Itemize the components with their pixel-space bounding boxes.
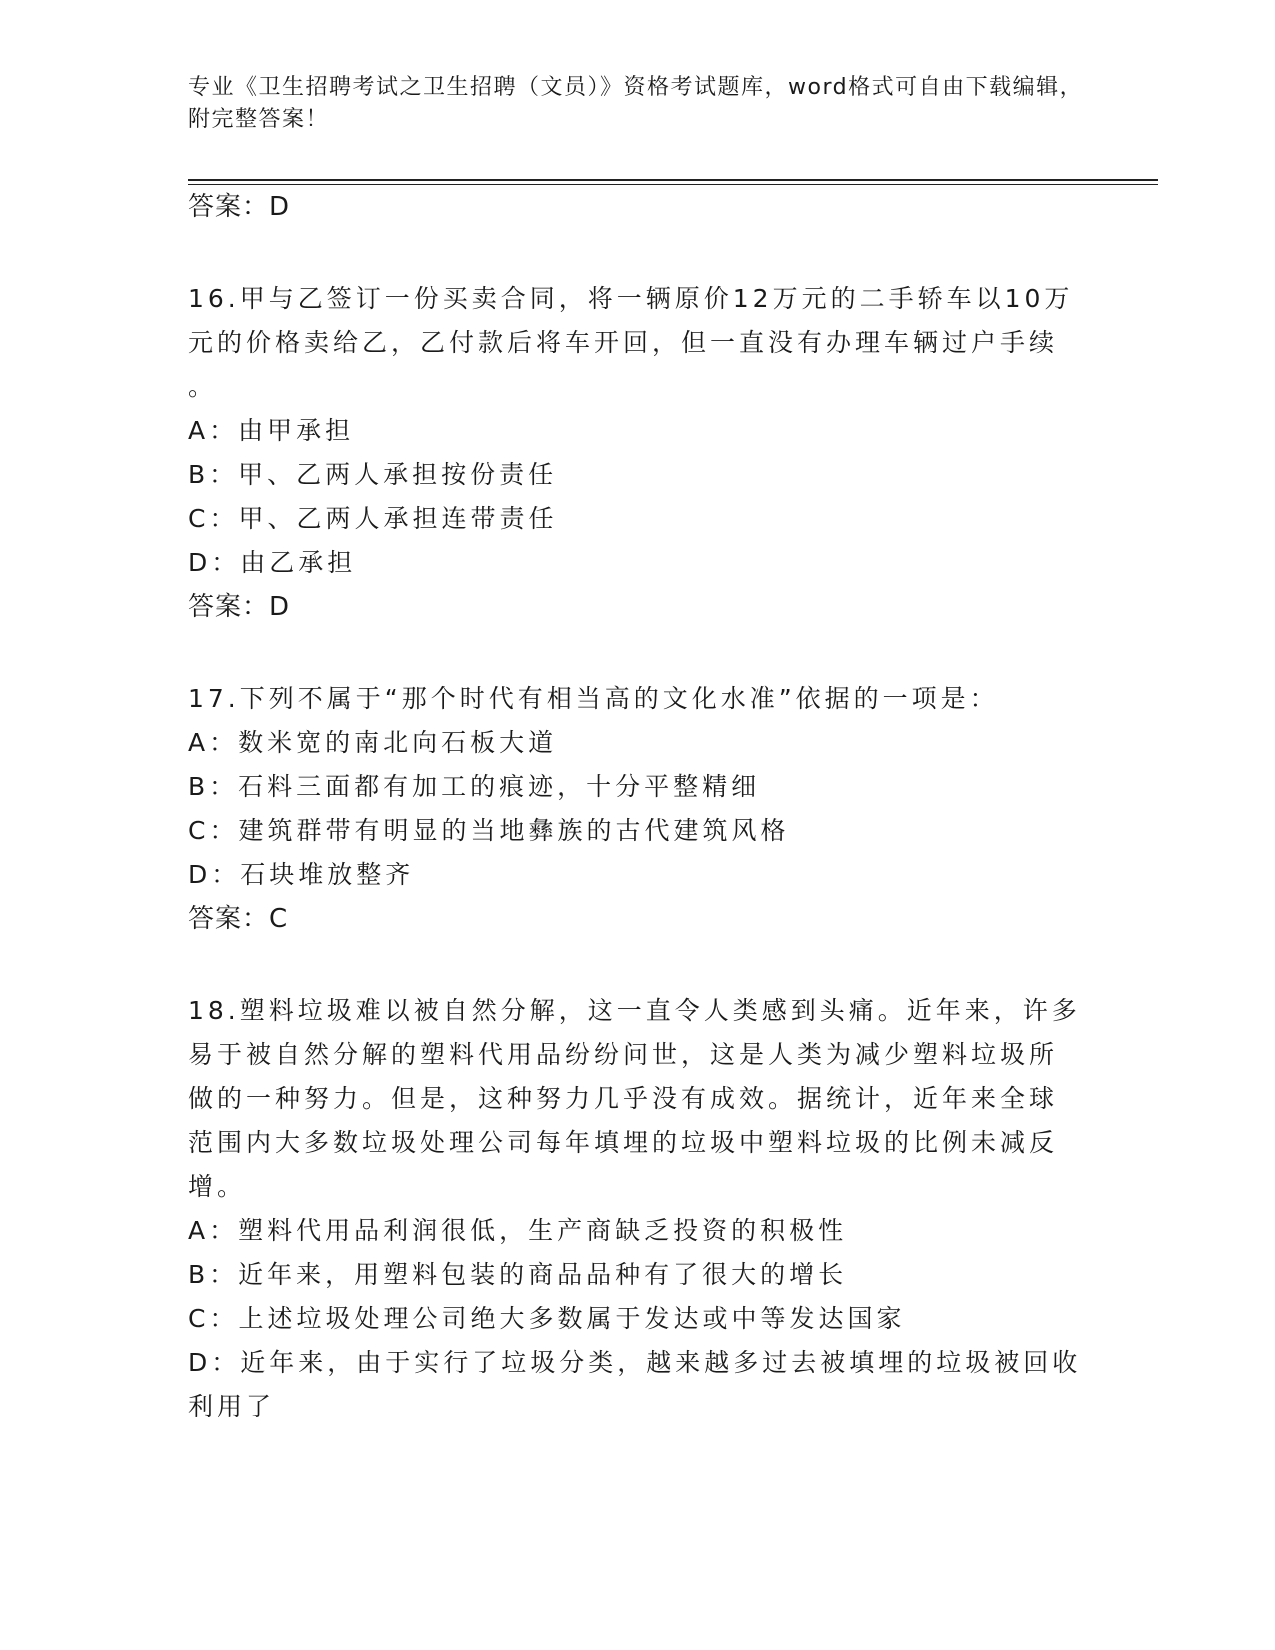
question-18-text-line-2: 易于被自然分解的塑料代用品纷纷问世，这是人类为减少塑料垃圾所 — [188, 1040, 1059, 1069]
question-18-option-d-line-2: 利用了 — [188, 1392, 276, 1421]
question-18-option-d-line-1: D：近年来，由于实行了垃圾分类，越来越多过去被填埋的垃圾被回收 — [188, 1348, 1082, 1377]
question-16-option-a: A：由甲承担 — [188, 416, 355, 445]
answer-q16: 答案：D — [188, 592, 291, 622]
header-rule-thick — [188, 179, 1158, 181]
question-16-option-c: C：甲、乙两人承担连带责任 — [188, 504, 558, 533]
question-17-option-c: C：建筑群带有明显的当地彝族的古代建筑风格 — [188, 816, 790, 845]
question-17-option-b: B：石料三面都有加工的痕迹，十分平整精细 — [188, 772, 761, 801]
answer-q15: 答案：D — [188, 192, 291, 222]
question-16-option-d: D：由乙承担 — [188, 548, 357, 577]
header-rule-thin — [188, 184, 1158, 185]
question-18-text-line-3: 做的一种努力。但是，这种努力几乎没有成效。据统计，近年来全球 — [188, 1084, 1059, 1113]
question-17-text: 17.下列不属于“那个时代有相当高的文化水准”依据的一项是： — [188, 684, 999, 713]
question-18-text-line-4: 范围内大多数垃圾处理公司每年填埋的垃圾中塑料垃圾的比例未减反 — [188, 1128, 1059, 1157]
question-18-option-c: C：上述垃圾处理公司绝大多数属于发达或中等发达国家 — [188, 1304, 906, 1333]
question-16-text-line-2: 元的价格卖给乙，乙付款后将车开回，但一直没有办理车辆过户手续 — [188, 328, 1059, 357]
question-17-option-d: D：石块堆放整齐 — [188, 860, 415, 889]
question-18-option-a: A：塑料代用品利润很低，生产商缺乏投资的积极性 — [188, 1216, 848, 1245]
question-18-option-b: B：近年来，用塑料包装的商品品种有了很大的增长 — [188, 1260, 848, 1289]
question-18-text-line-1: 18.塑料垃圾难以被自然分解，这一直令人类感到头痛。近年来，许多 — [188, 996, 1081, 1025]
question-16-text-line-1: 16.甲与乙签订一份买卖合同，将一辆原价12万元的二手轿车以10万 — [188, 284, 1074, 313]
question-16-text-line-3: 。 — [188, 372, 218, 401]
question-17-option-a: A：数米宽的南北向石板大道 — [188, 728, 558, 757]
document-header: 专业《卫生招聘考试之卫生招聘（文员）》资格考试题库，word格式可自由下载编辑，附完整答案！ — [188, 75, 1084, 132]
answer-q17: 答案：C — [188, 904, 289, 934]
question-18-text-line-5: 增。 — [188, 1172, 247, 1201]
question-16-option-b: B：甲、乙两人承担按份责任 — [188, 460, 558, 489]
